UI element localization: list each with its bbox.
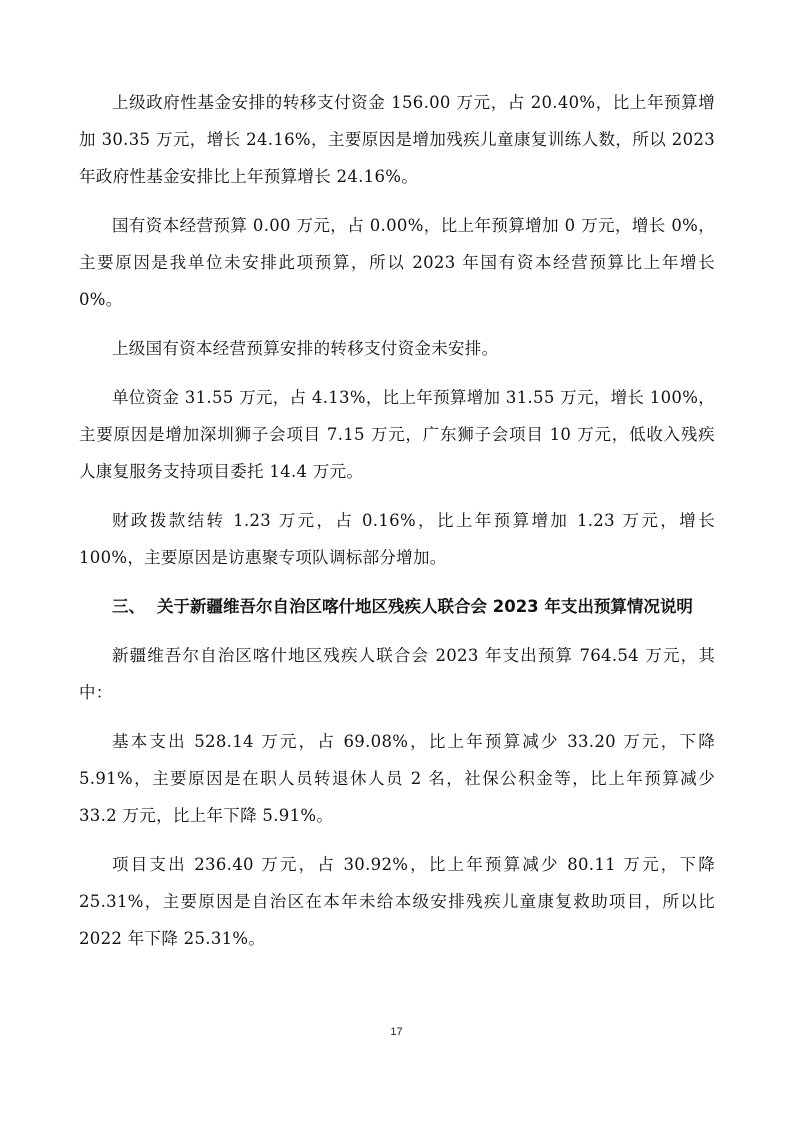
section-title: 关于新疆维吾尔自治区喀什地区残疾人联合会 2023 年支出预算情况说明	[157, 597, 693, 616]
paragraph-gov-fund-transfer: 上级政府性基金安排的转移支付资金 156.00 万元，占 20.40%，比上年预算增加 30.35 万元，增长 24.16%，主要原因是增加残疾儿童康复训练人数，所以 2023 年政府性基金安排比上年预算增长 24.16%。	[79, 93, 715, 186]
section-heading	[79, 588, 715, 625]
paragraph-project-expenditure: 项目支出 236.40 万元，占 30.92%，比上年预算减少 80.11 万元，下降 25.31%，主要原因是自治区在本年未给本级安排残疾儿童康复救助项目，所以比 2022 年下降 25.31%。	[79, 855, 715, 948]
paragraph-fiscal-carryover: 财政拨款结转 1.23 万元，占 0.16%，比上年预算增加 1.23 万元，增长 100%，主要原因是访惠聚专项队调标部分增加。	[79, 511, 715, 567]
paragraph-expenditure-total: 新疆维吾尔自治区喀什地区残疾人联合会 2023 年支出预算 764.54 万元，其中：	[79, 646, 715, 702]
paragraph-unit-funds: 单位资金 31.55 万元，占 4.13%，比上年预算增加 31.55 万元，增长 100%，主要原因是增加深圳狮子会项目 7.15 万元，广东狮子会项目 10 万元，低收入残疾人康复服务支持项目委托 14.4 万元。	[79, 388, 715, 481]
paragraph-basic-expenditure: 基本支出 528.14 万元，占 69.08%，比上年预算减少 33.20 万元，下降 5.91%，主要原因是在职人员转退休人员 2 名，社保公积金等，比上年预算减少 33.2 万元，比上年下降 5.91%。	[79, 732, 715, 825]
document-body	[79, 84, 715, 969]
paragraph-state-capital-transfer: 上级国有资本经营预算安排的转移支付资金未安排。	[112, 339, 499, 358]
page-number: 17	[390, 1026, 403, 1038]
section-number: 三、	[112, 597, 145, 616]
paragraph-state-capital-budget: 国有资本经营预算 0.00 万元，占 0.00%，比上年预算增加 0 万元，增长 0%，主要原因是我单位未安排此项预算，所以 2023 年国有资本经营预算比上年增长 0%。	[79, 216, 715, 309]
